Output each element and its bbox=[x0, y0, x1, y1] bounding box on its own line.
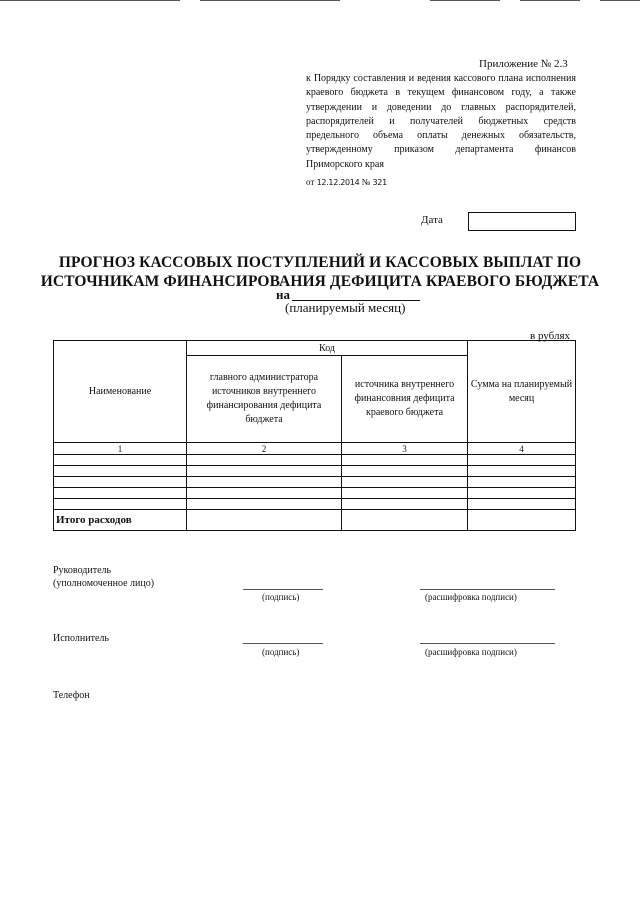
date-label: Дата bbox=[421, 214, 443, 226]
executor-signature-caption: (подпись) bbox=[262, 647, 300, 657]
scan-top-edge bbox=[0, 0, 640, 2]
title-line-2: ИСТОЧНИКАМ ФИНАНСИРОВАНИЯ ДЕФИЦИТА КРАЕВОГО БЮДЖЕТА bbox=[40, 273, 600, 290]
total-row bbox=[54, 510, 576, 531]
month-prefix: на bbox=[276, 287, 290, 302]
executor-label: Исполнитель bbox=[53, 633, 109, 644]
appendix-description: к Порядку составления и ведения кассового плана исполнения краевого бюджета в текущем финансовом году, а также утверждении и доведении до главных распорядителей, распорядителей и получателей бюджетных средств предельного объема оплаты денежных обязательств, утвержденному приказом департамента финансов Приморского края bbox=[306, 73, 576, 170]
table-row bbox=[54, 488, 576, 499]
order-date: 12.12.2014 bbox=[316, 178, 360, 187]
total-label: Итого расходов bbox=[54, 510, 187, 531]
column-number-4: 4 bbox=[468, 443, 576, 455]
header-admin-code: главного администратора источников внутреннего финансирования дефицита бюджета bbox=[187, 356, 342, 443]
head-decode-line[interactable] bbox=[420, 589, 555, 590]
head-label-sub: (уполномоченное лицо) bbox=[53, 578, 155, 589]
order-number-label: № bbox=[361, 177, 371, 187]
executor-signature-line[interactable] bbox=[243, 643, 323, 644]
appendix-number: Приложение № 2.3 bbox=[479, 58, 568, 70]
month-caption: (планируемый месяц) bbox=[285, 300, 406, 315]
head-label: Руководитель bbox=[53, 565, 112, 576]
column-number-3: 3 bbox=[342, 443, 468, 455]
order-number: 321 bbox=[372, 178, 387, 187]
header-source-code: источника внутреннего финансовния дефицита краевого бюджета bbox=[342, 356, 468, 443]
column-number-2: 2 bbox=[187, 443, 342, 455]
units-label: в рублях bbox=[530, 330, 571, 342]
table-row bbox=[54, 455, 576, 466]
table-row bbox=[54, 499, 576, 510]
executor-decode-caption: (расшифровка подписи) bbox=[425, 647, 517, 657]
order-prefix: от bbox=[306, 177, 315, 187]
head-signature-caption: (подпись) bbox=[262, 592, 300, 602]
column-number-1: 1 bbox=[54, 443, 187, 455]
executor-decode-line[interactable] bbox=[420, 643, 555, 644]
table-row bbox=[54, 477, 576, 488]
phone-label: Телефон bbox=[53, 690, 90, 701]
date-field[interactable] bbox=[468, 212, 576, 231]
table-row bbox=[54, 466, 576, 477]
header-name: Наименование bbox=[54, 341, 187, 443]
title-line-1: ПРОГНОЗ КАССОВЫХ ПОСТУПЛЕНИЙ И КАССОВЫХ ВЫПЛАТ ПО bbox=[58, 254, 582, 271]
head-decode-caption: (расшифровка подписи) bbox=[425, 592, 517, 602]
document-title bbox=[40, 253, 600, 291]
head-signature-line[interactable] bbox=[243, 589, 323, 590]
forecast-table bbox=[53, 340, 576, 531]
header-sum: Сумма на планируемый месяц bbox=[468, 341, 576, 443]
header-code: Код bbox=[187, 341, 468, 356]
order-reference bbox=[306, 177, 387, 187]
